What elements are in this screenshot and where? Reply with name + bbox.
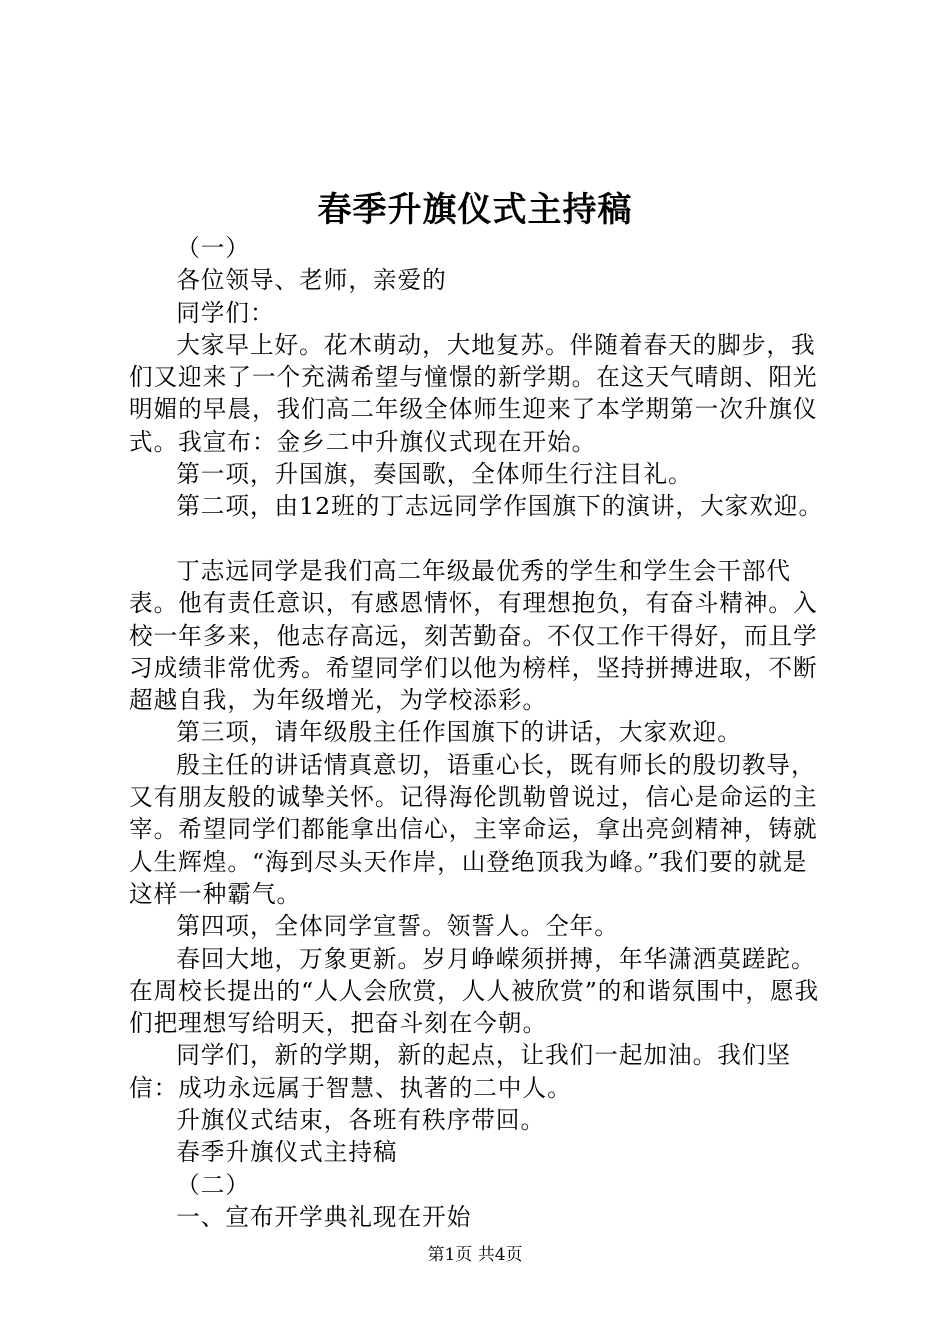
paragraph: 升旗仪式结束，各班有秩序带回。 (176, 1106, 546, 1135)
paragraph: 同学们，新的学期，新的起点，让我们一起加油。我们坚信：成功永远属于智慧、执著的二中人。 (129, 1041, 792, 1102)
paragraph: 春回大地，万象更新。岁月峥嵘须拼搏，年华潇洒莫蹉跎。在周校长提出的“人人会欣赏，人人被欣赏”的和谐氛围中，愿我们把理想写给明天，把奋斗刻在今朝。 (129, 944, 820, 1038)
paragraph: 各位领导、老师，亲爱的 (176, 266, 447, 295)
paragraph: （二） (176, 1170, 250, 1199)
paragraph: 丁志远同学是我们高二年级最优秀的学生和学生会干部代表。他有责任意识，有感恩情怀，有理想抱负，有奋斗精神。入校一年多来，他志存高远，刻苦勤奋。不仅工作干得好，而且学习成绩非常优秀。希望同学们以他为榜样，坚持拼搏进取，不断超越自我，为年级增光，为学校添彩。 (129, 556, 818, 715)
paragraph: 第一项，升国旗，奏国歌，全体师生行注目礼。 (176, 460, 693, 489)
paragraph: 第三项，请年级殷主任作国旗下的讲话，大家欢迎。 (176, 718, 742, 747)
paragraph: 春季升旗仪式主持稿 (176, 1138, 398, 1167)
document-body (129, 232, 829, 1233)
paragraph: 一、宣布开学典礼现在开始 (176, 1202, 472, 1231)
paragraph: 第四项，全体同学宣誓。领誓人。仝年。 (176, 912, 619, 941)
paragraph: 第二项，由12班的丁志远同学作国旗下的演讲，大家欢迎。 (176, 492, 824, 521)
paragraph: （一） (176, 234, 250, 262)
document-title: 春季升旗仪式主持稿 (317, 190, 633, 230)
paragraph: 大家早上好。花木萌动，大地复苏。伴随着春天的脚步，我们又迎来了一个充满希望与憧憬的新学期。在这天气晴朗、阳光明媚的早晨，我们高二年级全体师生迎来了本学期第一次升旗仪式。我宣布：金乡二中升旗仪式现在开始。 (129, 330, 818, 456)
paragraph: 殷主任的讲话情真意切，语重心长，既有师长的殷切教导，又有朋友般的诚挚关怀。记得海伦凯勒曾说过，信心是命运的主宰。希望同学们都能拿出信心，主宰命运，拿出亮剑精神，铸就人生辉煌。“海到尽头天作岸，山登绝顶我为峰。”我们要的就是这样一种霸气。 (129, 750, 818, 908)
blank-line (129, 523, 829, 555)
paragraph: 同学们： (176, 298, 275, 327)
page-footer: 第1页 共4页 (427, 1245, 523, 1265)
